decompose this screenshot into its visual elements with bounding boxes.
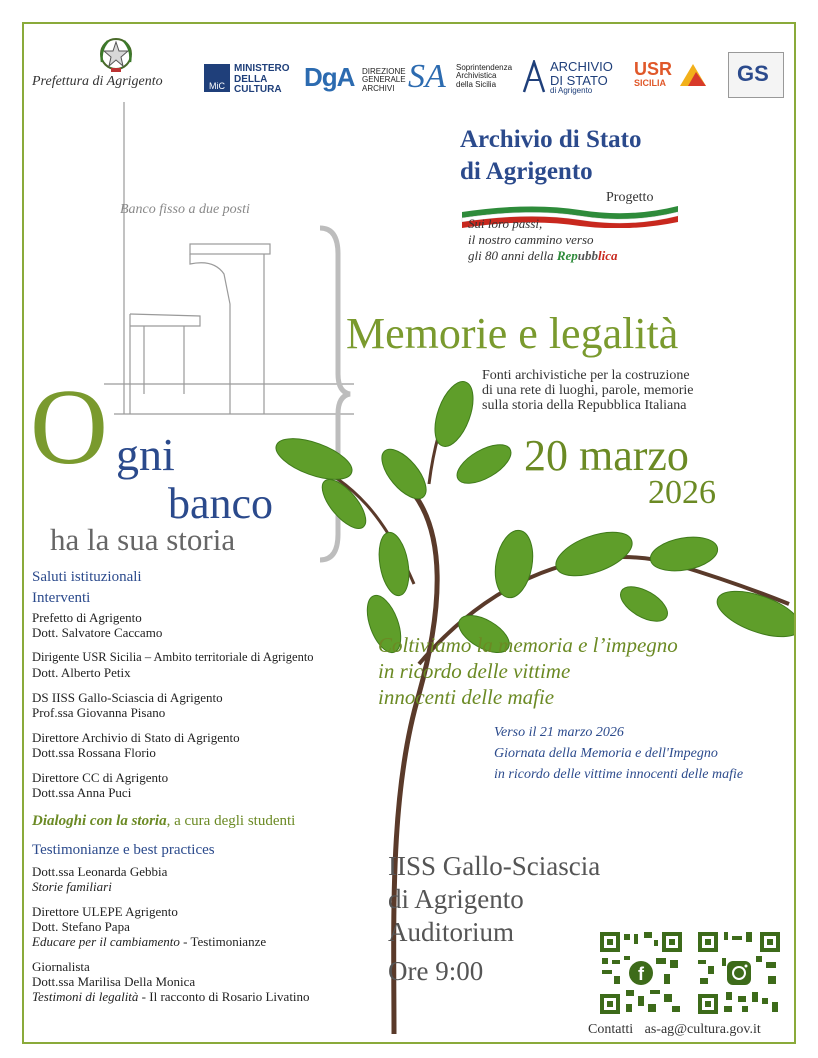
- testimonial-topic-rest: - Testimonianze: [179, 934, 267, 949]
- usr-logo: [634, 60, 714, 100]
- archivio-logo-line3: di Agrigento: [550, 86, 593, 96]
- venue-line3: Auditorium: [388, 917, 514, 947]
- school-logo-mark: GS: [737, 61, 769, 86]
- venue-block: [388, 850, 600, 988]
- event-subtitle-line1: Fonti archivistiche per la costruzione: [482, 368, 690, 383]
- speaker-name: Dott.ssa Rossana Florio: [32, 745, 156, 760]
- dialoghi-line: [32, 814, 372, 829]
- testimonial-topic-rest: - Il racconto di Rosario Livatino: [138, 989, 310, 1004]
- dga-line3: ARCHIVI: [362, 83, 395, 93]
- slogan-big-o: O: [30, 368, 108, 487]
- testimonial-name: Dott. Stefano Papa: [32, 919, 130, 934]
- saluti-heading: Saluti istituzionali: [32, 569, 142, 585]
- speaker-role: Direttore CC di Agrigento: [32, 770, 169, 785]
- dga-line2: GENERALE: [362, 75, 406, 85]
- soprintendenza-logo: [408, 58, 518, 98]
- testimonial-topic: [32, 879, 372, 894]
- archivio-logo: [522, 58, 627, 100]
- motto-rep-mid: ubb: [577, 248, 599, 263]
- testimonial-role: Direttore ULEPE Agrigento: [32, 904, 178, 919]
- motto-line3-prefix: gli 80 anni della: [468, 248, 557, 263]
- speaker-role: Prefetto di Agrigento: [32, 610, 142, 625]
- dga-mark: DgA: [304, 62, 355, 92]
- event-subtitle-line2: di una rete di luoghi, parole, memorie: [482, 383, 694, 398]
- instagram-qr-code[interactable]: [696, 930, 782, 1016]
- sa-mark: SA: [408, 58, 446, 95]
- event-subtitle-line3: sulla storia della Repubblica Italiana: [482, 398, 687, 413]
- mic-line2: DELLA: [234, 73, 268, 85]
- testimonianze-heading: Testimonianze e best practices: [32, 842, 215, 858]
- verso-block: [494, 722, 743, 785]
- sop-line2: Archivistica: [456, 71, 497, 81]
- venue-time: Ore 9:00: [388, 956, 484, 986]
- mic-badge: MiC: [204, 64, 230, 92]
- usr-line2: SICILIA: [634, 77, 667, 88]
- testimonial-role: Giornalista: [32, 959, 90, 974]
- slogan-banco: banco: [168, 479, 274, 528]
- speaker-name: Dott.ssa Anna Puci: [32, 785, 132, 800]
- archivio-logo-line2: DI STATO: [550, 72, 608, 88]
- event-date: 20 marzo: [524, 431, 689, 480]
- dga-line1: DIREZIONE: [362, 67, 406, 76]
- slogan-storia: ha la sua storia: [50, 522, 236, 557]
- motto-line1: Sui loro passi,: [468, 216, 543, 231]
- motto: [468, 216, 618, 264]
- facebook-qr-code[interactable]: [598, 930, 684, 1016]
- dialoghi-bold: Dialoghi con la storia: [32, 813, 167, 829]
- testimonial-item: [32, 864, 372, 894]
- coltiviamo-block: [378, 632, 678, 710]
- testimonial-item: [32, 904, 372, 949]
- prefettura-label: Prefettura di Agrigento: [32, 74, 163, 89]
- testimonial-topic-it: Testimoni di legalità: [32, 989, 139, 1004]
- speaker-item: [32, 610, 372, 640]
- usr-line1: USR: [634, 59, 673, 79]
- testimonial-item: [32, 959, 372, 1004]
- testimonial-topic: [32, 989, 372, 1004]
- motto-rep-red: lica: [598, 248, 618, 263]
- motto-rep-green: Rep: [556, 248, 578, 263]
- archive-title-line2: di Agrigento: [460, 158, 593, 185]
- sop-line1: Soprintendenza: [456, 63, 513, 72]
- mic-line3: CULTURA: [234, 84, 282, 95]
- contacts-line: [588, 1022, 761, 1038]
- slogan-ogni: gni: [116, 429, 175, 480]
- archivio-mark-icon: [522, 60, 546, 94]
- progetto-label: Progetto: [606, 190, 654, 205]
- program-list: [32, 570, 372, 1004]
- interventi-heading: Interventi: [32, 590, 91, 606]
- event-title: Memorie e legalità: [346, 309, 679, 358]
- venue-line2: di Agrigento: [388, 884, 524, 914]
- emblem-icon: [96, 32, 136, 74]
- archive-title-line1: Archivio di Stato: [460, 126, 642, 153]
- speaker-role: Direttore Archivio di Stato di Agrigento: [32, 730, 240, 745]
- usr-flag-icon: [678, 62, 708, 88]
- archivio-logo-line1: ARCHIVIO: [550, 59, 613, 74]
- contacts-email[interactable]: as-ag@cultura.gov.it: [644, 1022, 761, 1037]
- instagram-icon: [727, 961, 751, 985]
- speaker-role: DS IISS Gallo-Sciascia di Agrigento: [32, 690, 223, 705]
- venue-line1: IISS Gallo-Sciascia: [388, 851, 601, 881]
- coltiviamo-line2: in ricordo delle vittime: [378, 659, 571, 683]
- coltiviamo-line3: innocenti delle mafie: [378, 685, 555, 709]
- verso-line3: in ricordo delle vittime innocenti delle mafie: [494, 767, 744, 782]
- motto-line2: il nostro cammino verso: [468, 232, 594, 247]
- school-logo: [728, 52, 784, 98]
- speaker-role: Dirigente USR Sicilia – Ambito territoriale di Agrigento: [32, 650, 314, 664]
- sketch-caption: Banco fisso a due posti: [120, 202, 250, 217]
- speaker-item: [32, 650, 372, 680]
- mic-line1: MINISTERO: [234, 63, 290, 74]
- testimonial-topic: [32, 934, 372, 949]
- testimonial-name: Dott.ssa Marilisa Della Monica: [32, 974, 196, 989]
- coltiviamo-line1: Coltiviamo la memoria e l’impegno: [378, 633, 678, 657]
- speaker-item: [32, 730, 372, 760]
- contacts-label: Contatti: [588, 1022, 634, 1037]
- sop-line3: della Sicilia: [456, 79, 497, 89]
- svg-text:f: f: [638, 964, 644, 984]
- motto-line3: [468, 248, 618, 264]
- speaker-name: Dott. Salvatore Caccamo: [32, 625, 163, 640]
- speaker-name: Prof.ssa Giovanna Pisano: [32, 705, 166, 720]
- testimonial-topic-it: Educare per il cambiamento: [32, 934, 180, 949]
- speaker-name: Dott. Alberto Petix: [32, 665, 131, 680]
- event-year: 2026: [648, 474, 716, 511]
- testimonial-role: Dott.ssa Leonarda Gebbia: [32, 864, 168, 879]
- verso-line2: Giornata della Memoria e dell'Impegno: [494, 746, 718, 761]
- speaker-item: [32, 770, 372, 800]
- verso-line1: Verso il 21 marzo 2026: [494, 725, 624, 740]
- poster-frame: [22, 22, 796, 1044]
- dialoghi-rest: , a cura degli studenti: [166, 813, 296, 829]
- mic-logo: [204, 64, 296, 94]
- dga-logo: [304, 64, 414, 94]
- testimonial-topic-it: Storie familiari: [32, 879, 112, 894]
- speaker-item: [32, 690, 372, 720]
